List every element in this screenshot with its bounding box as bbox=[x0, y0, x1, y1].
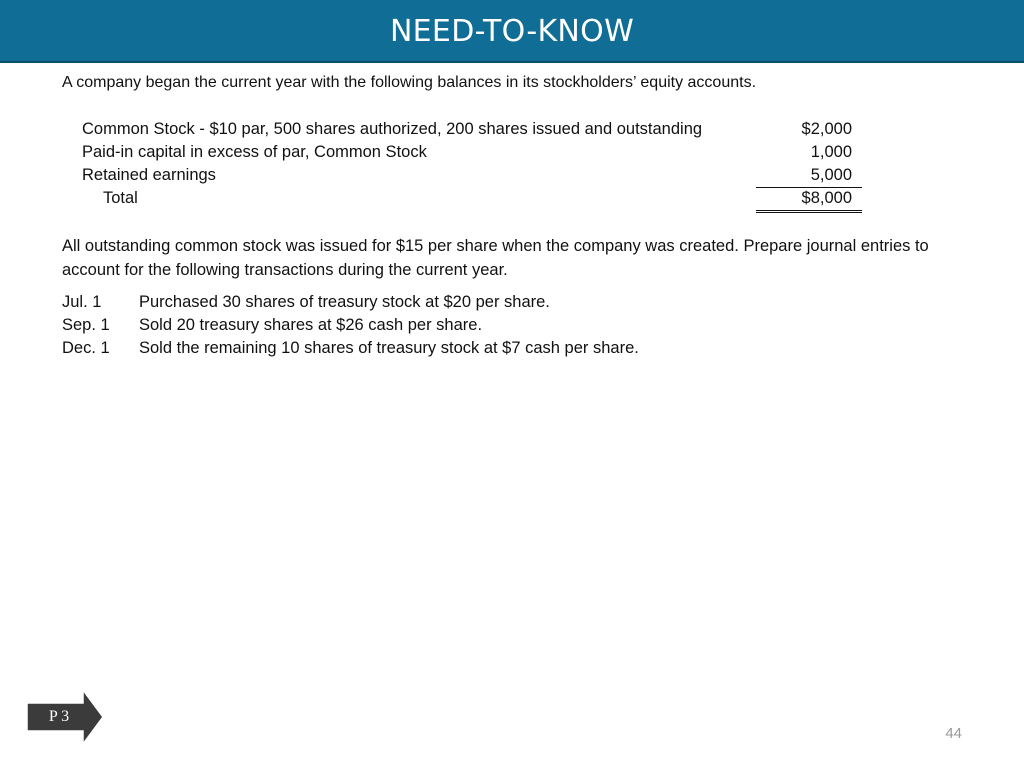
transaction-description: Sold 20 treasury shares at $26 cash per share. bbox=[139, 316, 483, 334]
transaction-description: Purchased 30 shares of treasury stock at $20 per share. bbox=[139, 293, 550, 311]
balance-row-common-stock bbox=[82, 118, 862, 141]
balance-row-paid-in-capital bbox=[82, 141, 862, 164]
transaction-date: Dec. 1 bbox=[62, 339, 110, 357]
page-number: 44 bbox=[945, 725, 962, 742]
title-bar bbox=[0, 0, 1024, 63]
transaction-row bbox=[62, 314, 962, 337]
balance-row-total bbox=[82, 187, 862, 210]
badge-label: P 3 bbox=[48, 708, 70, 725]
balance-amount: $2,000 bbox=[801, 120, 852, 138]
learning-objective-badge bbox=[26, 689, 104, 745]
instructions-paragraph: All outstanding common stock was issued for $15 per share when the company was created. Prepare journal entries to account for the following transactions during the current year. bbox=[62, 237, 929, 279]
intro-text: A company began the current year with the following balances in its stockholders’ equity accounts. bbox=[62, 74, 757, 91]
slide-title: NEED-TO-KNOW bbox=[389, 14, 635, 49]
total-amount: $8,000 bbox=[756, 187, 862, 213]
total-label: Total bbox=[103, 189, 138, 207]
transaction-row bbox=[62, 337, 962, 360]
balance-label: Retained earnings bbox=[82, 166, 216, 184]
balance-amount: 5,000 bbox=[756, 164, 862, 188]
balance-label: Common Stock - $10 par, 500 shares authorized, 200 shares issued and outstanding bbox=[82, 120, 703, 138]
balance-row-retained-earnings bbox=[82, 164, 862, 187]
balance-label: Paid-in capital in excess of par, Common Stock bbox=[82, 143, 427, 161]
transaction-row bbox=[62, 291, 962, 314]
transaction-description: Sold the remaining 10 shares of treasury stock at $7 cash per share. bbox=[139, 339, 639, 357]
transaction-date: Sep. 1 bbox=[62, 316, 110, 334]
transaction-date: Jul. 1 bbox=[62, 293, 102, 311]
balance-amount: 1,000 bbox=[810, 143, 852, 161]
